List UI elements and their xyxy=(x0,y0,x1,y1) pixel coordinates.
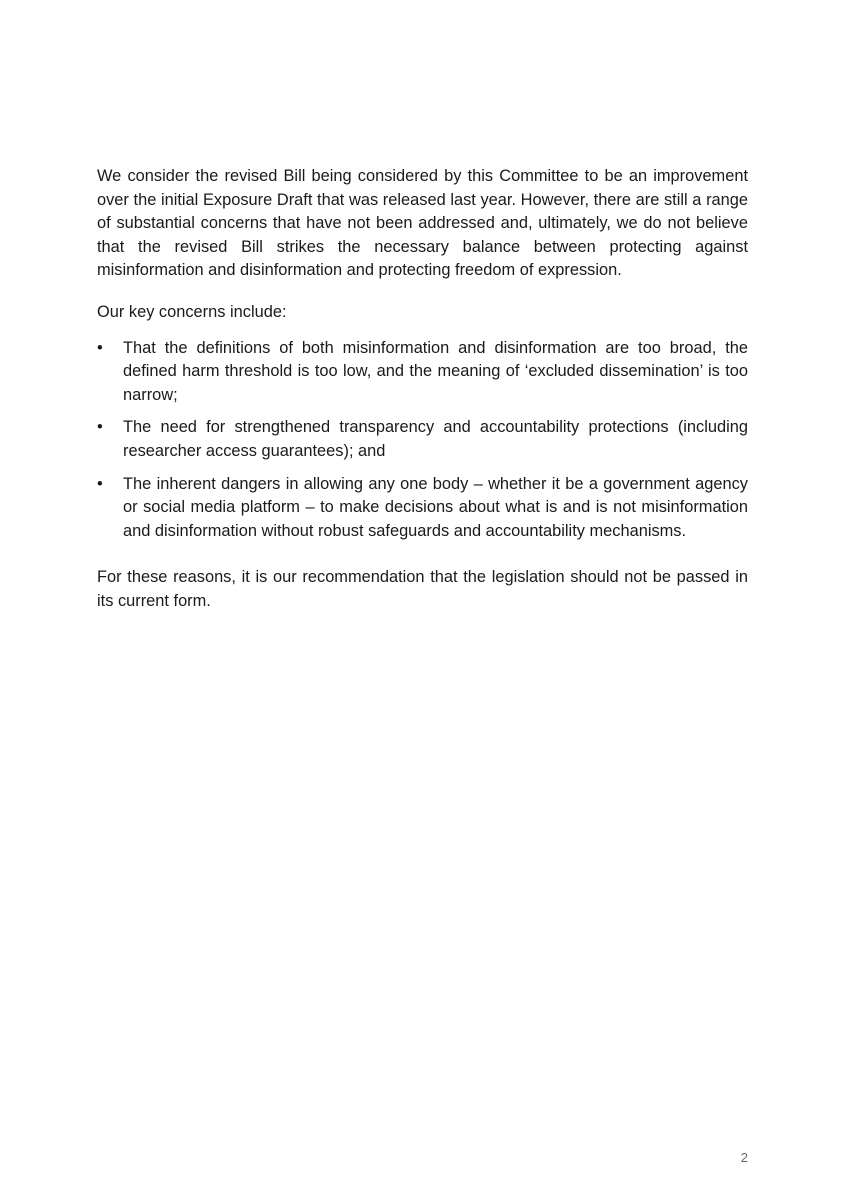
bullet-icon: • xyxy=(97,418,103,437)
list-item-text: The need for strengthened transparency and accountability protections (including researcher access guarantees); and xyxy=(123,418,748,460)
concerns-lead-paragraph: Our key concerns include: xyxy=(97,302,287,321)
concerns-list xyxy=(97,337,748,544)
list-item-text: That the definitions of both misinformation and disinformation are too broad, the defined harm threshold is too low, and the meaning of ‘excluded dissemination’ is too narrow; xyxy=(123,338,748,404)
list-item xyxy=(97,473,748,544)
list-item xyxy=(97,337,748,408)
page-number: 2 xyxy=(740,1150,748,1165)
list-item-text: The inherent dangers in allowing any one body – whether it be a government agency or social media platform – to make decisions about what is and is not misinformation and disinformation without robust safeguards and accountability mechanisms. xyxy=(123,474,748,540)
bullet-icon: • xyxy=(97,338,103,357)
list-item xyxy=(97,416,748,463)
closing-paragraph: For these reasons, it is our recommendation that the legislation should not be passed in its current form. xyxy=(97,568,748,610)
intro-paragraph: We consider the revised Bill being considered by this Committee to be an improvement over the initial Exposure Draft that was released last year. However, there are still a range of substantial concerns that have not been addressed and, ultimately, we do not believe that the revised Bill strikes the necessary balance between protecting against misinformation and disinformation and protecting freedom of expression. xyxy=(97,167,748,280)
document-body xyxy=(97,165,748,614)
bullet-icon: • xyxy=(97,474,103,493)
